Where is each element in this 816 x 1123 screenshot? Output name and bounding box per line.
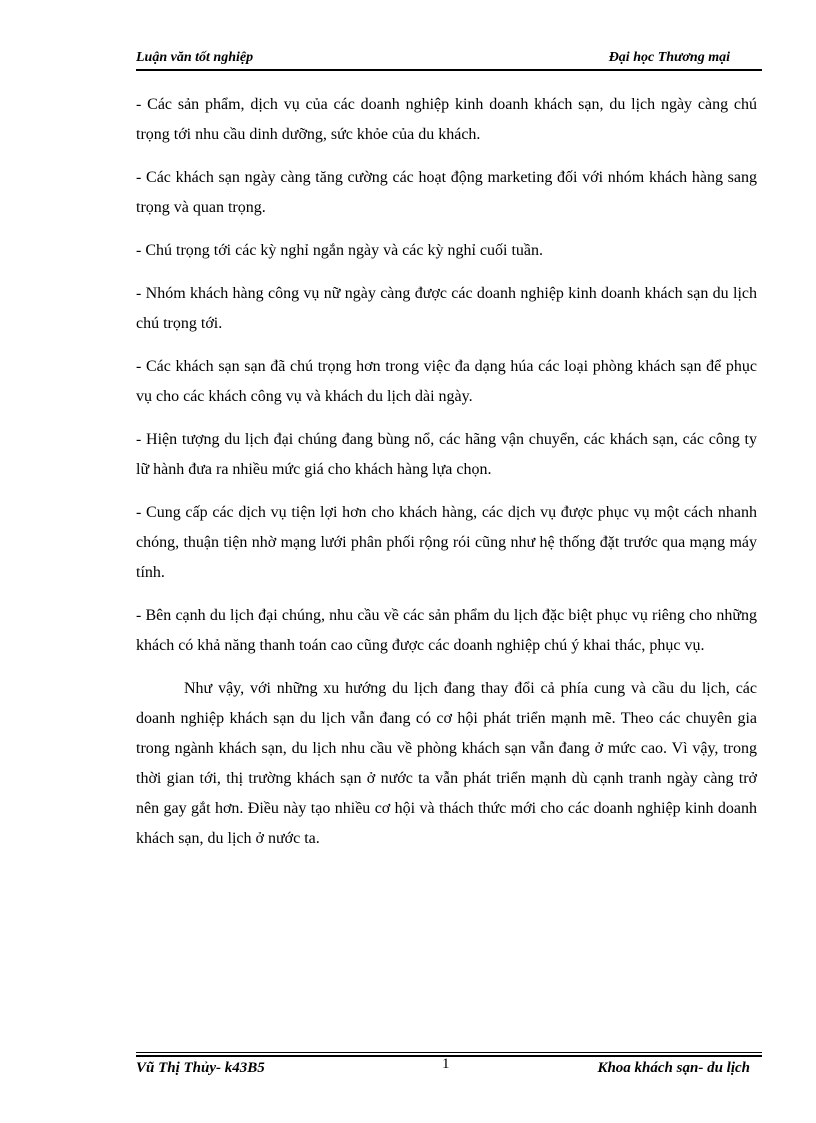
page-number: 1	[442, 1056, 450, 1072]
footer-divider-thin	[136, 1052, 762, 1053]
header-thesis-label: Luận văn tốt nghiệp	[136, 50, 254, 65]
header-university-label: Đại học Thương mại	[608, 50, 730, 65]
bullet-paragraph: - Các khách sạn sạn đã chú trọng hơn trong việc đa dạng húa các loại phòng khách sạn để phục vụ cho các khách công vụ và khách du lịch dài ngày.	[136, 358, 757, 405]
footer-faculty: Khoa khách sạn- du lịch	[597, 1060, 750, 1076]
header-divider	[136, 69, 762, 71]
conclusion-paragraph: Như vậy, với những xu hướng du lịch đang thay đổi cả phía cung và cầu du lịch, các doanh nghiệp khách sạn du lịch vẫn đang có cơ hội phát triển mạnh mẽ. Theo các chuyên gia trong ngành khách sạn, du lịch nhu cầu về phòng khách sạn vẫn đang ở mức cao. Vì vậy, trong thời gian tới, thị trường khách sạn ở nước ta vẫn phát triển mạnh dù cạnh tranh ngày càng trở nên gay gắt hơn. Điều này tạo nhiều cơ hội và thách thức mới cho các doanh nghiệp kinh doanh khách sạn, du lịch ở nước ta.	[136, 680, 757, 847]
bullet-paragraph: - Hiện tượng du lịch đại chúng đang bùng nổ, các hãng vận chuyển, các khách sạn, các công ty lữ hành đưa ra nhiều mức giá cho khách hàng lựa chọn.	[136, 431, 757, 478]
bullet-paragraph: - Nhóm khách hàng công vụ nữ ngày càng được các doanh nghiệp kinh doanh khách sạn du lịch chú trọng tới.	[136, 285, 757, 332]
bullet-paragraph: - Các khách sạn ngày càng tăng cường các hoạt động marketing đối với nhóm khách hàng sang trọng và quan trọng.	[136, 169, 757, 216]
page-footer	[136, 1056, 762, 1080]
bullet-paragraph: - Các sản phẩm, dịch vụ của các doanh nghiệp kinh doanh khách sạn, du lịch ngày càng chú trọng tới nhu cầu dinh dưỡng, sức khỏe của du khách.	[136, 96, 757, 143]
page-header	[136, 48, 762, 70]
footer-author: Vũ Thị Thủy- k43B5	[136, 1060, 265, 1076]
bullet-paragraph: - Chú trọng tới các kỳ nghỉ ngắn ngày và các kỳ nghỉ cuối tuần.	[136, 242, 544, 259]
bullet-paragraph: - Bên cạnh du lịch đại chúng, nhu cầu về các sản phẩm du lịch đặc biệt phục vụ riêng cho những khách có khả năng thanh toán cao cũng được các doanh nghiệp chú ý khai thác, phục vụ.	[136, 607, 757, 654]
document-body	[136, 90, 757, 867]
bullet-paragraph: - Cung cấp các dịch vụ tiện lợi hơn cho khách hàng, các dịch vụ được phục vụ một cách nhanh chóng, thuận tiện nhờ mạng lưới phân phối rộng rói cũng như hệ thống đặt trước qua mạng máy tính.	[136, 504, 757, 581]
